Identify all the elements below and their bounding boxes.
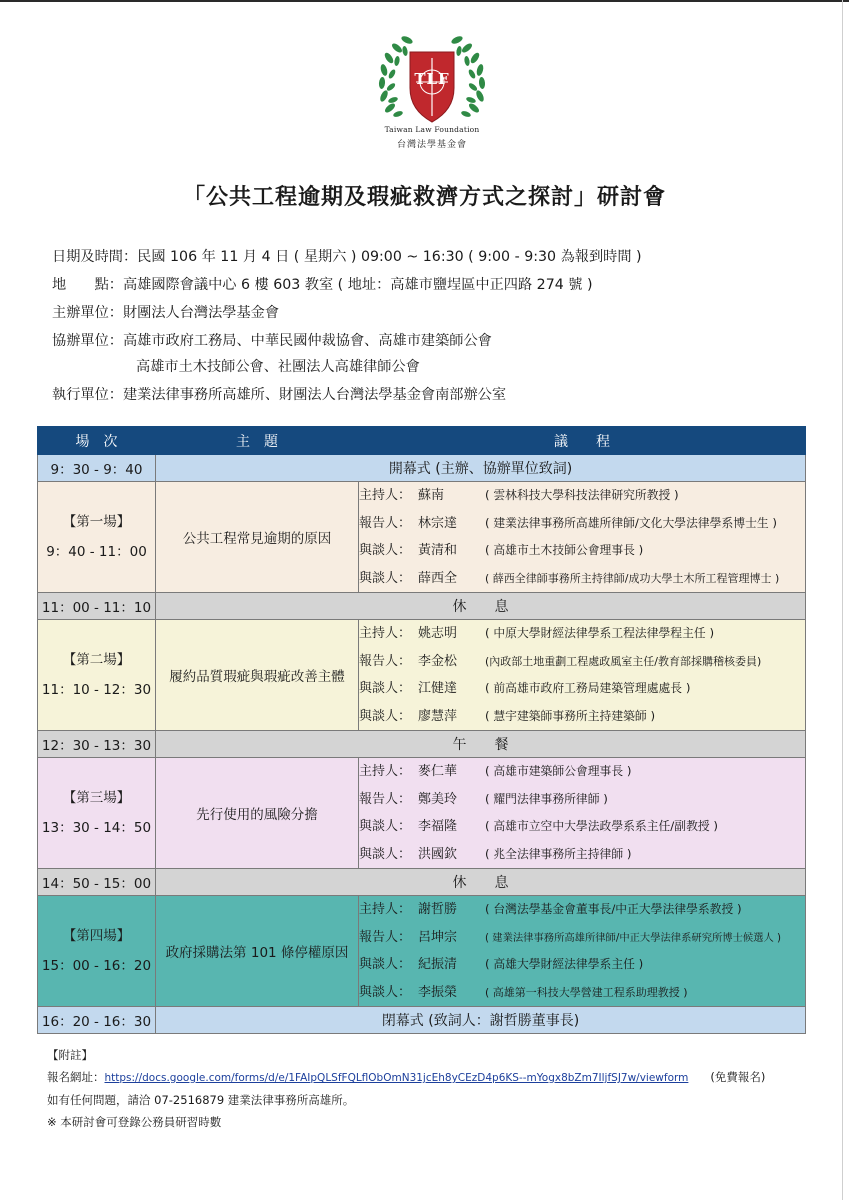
signup-link[interactable]: https://docs.google.com/forms/d/e/1FAIpQLSfFQLflObOmN31jcEh8yCEzD4p6KS--mYogx8bZm7IljfSJ7w/viewform [104,1072,689,1084]
break-2-text: 休 息 [156,869,806,896]
session-3-agenda [359,758,806,869]
page-title: 「公共工程逾期及瑕疵救濟方式之探討」研討會 [182,185,666,210]
agenda-person: 呂坤宗 [418,929,458,945]
info-value: 財團法人台灣法學基金會 [122,305,280,321]
info-organizer [52,302,279,322]
schedule-table [37,426,806,1034]
session-3-label: 【第三場】 [62,790,131,806]
agenda-row [359,648,805,676]
agenda-person: 李金松 [418,653,458,669]
agenda-role: 報告人： [359,653,412,669]
agenda-desc: ( 兆全法律事務所主持律師 ) [485,846,632,861]
agenda-role: 主持人： [359,902,412,917]
agenda-desc: ( 雲林科技大學科技法律研究所教授 ) [485,488,679,502]
agenda-role: 主持人： [359,488,412,503]
agenda-desc: ( 耀門法律事務所律師 ) [485,791,608,806]
table-row-session-3 [38,758,806,869]
info-date [52,246,642,266]
header-agenda: 議 程 [359,427,806,455]
agenda-desc: ( 高雄第一科技大學營建工程系助理教授 ) [485,985,688,999]
agenda-row [359,813,805,841]
agenda-role: 與談人： [359,984,412,1000]
agenda-role: 主持人： [359,626,412,641]
agenda-person: 林宗達 [418,515,458,531]
agenda-desc: ( 高雄大學財經法律學系主任 ) [485,957,644,971]
agenda-row [359,786,805,814]
agenda-row [359,758,805,786]
agenda-desc: ( 中原大學財經法律學系工程法律學程主任 ) [485,626,715,640]
agenda-person: 姚志明 [418,626,458,641]
agenda-desc: ( 高雄市土木技師公會理事長 ) [485,543,644,557]
agenda-person: 廖慧萍 [418,708,458,724]
logo-name-zh: 台灣法學基金會 [396,140,467,150]
info-label: 協辦單位： [52,333,123,349]
agenda-person: 黃清和 [418,543,458,558]
logo-name-en: Taiwan Law Foundation [384,125,480,134]
agenda-desc: ( 建業法律事務所高雄所律師/文化大學法律學系博士生 ) [485,515,778,530]
agenda-row [359,537,805,565]
agenda-role: 與談人： [359,819,412,834]
agenda-desc: ( 建業法律事務所高雄所律師/中正大學法律系研究所博士候選人 ) [485,931,782,944]
info-value: 高雄市政府工務局、中華民國仲裁協會、高雄市建築師公會 [122,333,492,349]
notes-heading: 【附註】 [47,1048,93,1062]
agenda-role: 與談人： [359,846,412,862]
notes-civil-servant: ※ 本研討會可登錄公務員研習時數 [47,1115,222,1129]
agenda-desc: ( 高雄市立空中大學法政學系系主任/副教授 ) [485,819,719,833]
agenda-row [359,841,805,869]
session-4-time: 15：00 - 16：20 [41,958,152,974]
agenda-person: 蘇南 [418,488,445,503]
agenda-role: 與談人： [359,543,412,558]
agenda-row [359,703,805,731]
header-topic: 主 題 [156,427,359,455]
session-2-label: 【第二場】 [62,652,131,668]
info-executor [52,384,506,404]
info-label: 主辦單位： [52,305,123,321]
info-co-organizer [52,330,492,350]
table-header-row [38,427,806,455]
info-label: 執行單位： [52,387,123,403]
table-row-session-1 [38,482,806,593]
table-row-session-4 [38,896,806,1007]
opening-time: 9：30 - 9：40 [38,455,156,482]
info-value: 高雄國際會議中心 6 樓 603 教室 ( 地址：高雄市鹽埕區中正四路 274 號 ) [122,277,593,293]
agenda-row [359,482,805,510]
session-2-cell [38,620,156,731]
agenda-person: 謝哲勝 [418,902,458,917]
agenda-row [359,620,805,648]
closing-time: 16：20 - 16：30 [38,1007,156,1034]
info-value: 民國 106 年 11 月 4 日 ( 星期六 ) 09:00 ~ 16:30 ( 9:00 - 9:30 為報到時間 ) [137,249,642,265]
lunch-time: 12：30 - 13：30 [38,731,156,758]
session-2-topic: 履約品質瑕疵與瑕疵改善主體 [156,620,359,731]
agenda-role: 報告人： [359,791,412,807]
session-4-topic: 政府採購法第 101 條停權原因 [156,896,359,1007]
header-session: 場 次 [38,427,156,455]
agenda-role: 與談人： [359,708,412,724]
session-4-cell [38,896,156,1007]
agenda-person: 鄭美玲 [418,791,458,807]
agenda-role: 主持人： [359,764,412,779]
agenda-row [359,510,805,538]
agenda-desc: ( 薛西全律師事務所主持律師/成功大學土木所工程管理博士 ) [485,571,780,585]
opening-text: 開幕式 (主辦、協辦單位致詞) [156,455,806,482]
table-row-lunch [38,731,806,758]
table-row-closing [38,1007,806,1034]
session-1-label: 【第一場】 [62,514,131,530]
session-2-time: 11：10 - 12：30 [41,682,152,698]
info-label: 地 點： [52,277,123,293]
session-4-agenda [359,896,806,1007]
table-row-session-2 [38,620,806,731]
signup-note: (免費報名) [710,1070,766,1084]
session-2-agenda [359,620,806,731]
signup-label: 報名網址： [47,1070,105,1084]
session-3-topic: 先行使用的風險分擔 [156,758,359,869]
agenda-person: 紀振清 [418,957,458,972]
table-row-break-2 [38,869,806,896]
session-1-time: 9：40 - 11：00 [46,544,147,560]
logo-initials: TLF [414,70,450,88]
info-value: 建業法律事務所高雄所、財團法人台灣法學基金會南部辦公室 [122,387,507,403]
break-1-time: 11：00 - 11：10 [38,593,156,620]
info-venue [52,274,593,294]
notes-signup [47,1069,765,1085]
lunch-text: 午 餐 [156,731,806,758]
agenda-desc: ( 台灣法學基金會董事長/中正大學法律學系教授 ) [485,902,742,916]
agenda-person: 江健達 [418,681,458,696]
break-1-text: 休 息 [156,593,806,620]
info-label: 日期及時間： [52,249,138,265]
agenda-role: 與談人： [359,681,412,696]
agenda-role: 與談人： [359,570,412,586]
agenda-person: 薛西全 [418,570,458,586]
agenda-person: 李福隆 [418,819,458,834]
table-row-break-1 [38,593,806,620]
session-1-cell [38,482,156,593]
table-row-opening [38,455,806,482]
agenda-role: 報告人： [359,929,412,945]
info-co-organizer-cont [136,356,420,376]
agenda-role: 與談人： [359,957,412,972]
agenda-desc: ( 高雄市建築師公會理事長 ) [485,764,632,778]
agenda-row [359,979,805,1007]
agenda-desc: (內政部土地重劃工程處政風室主任/教育部採購稽核委員) [485,654,762,668]
agenda-row [359,675,805,703]
agenda-desc: ( 前高雄市政府工務局建築管理處處長 ) [485,681,691,695]
agenda-person: 李振榮 [418,984,458,1000]
scan-top-edge [0,0,849,2]
session-3-time: 13：30 - 14：50 [41,820,152,836]
session-1-topic: 公共工程常見逾期的原因 [156,482,359,593]
session-3-cell [38,758,156,869]
session-4-label: 【第四場】 [62,928,131,944]
closing-text: 閉幕式 (致詞人：謝哲勝董事長) [156,1007,806,1034]
agenda-role: 報告人： [359,515,412,531]
agenda-person: 洪國欽 [418,846,458,862]
agenda-row [359,951,805,979]
agenda-row [359,896,805,924]
session-1-agenda [359,482,806,593]
agenda-desc: ( 慧宇建築師事務所主持建築師 ) [485,708,656,723]
agenda-row [359,565,805,593]
notes-contact: 如有任何問題，請洽 07-2516879 建業法律事務所高雄所。 [47,1093,355,1107]
agenda-person: 麥仁華 [418,764,458,779]
info-value: 高雄市土木技師公會、社團法人高雄律師公會 [136,359,420,375]
agenda-row [359,924,805,952]
break-2-time: 14：50 - 15：00 [38,869,156,896]
